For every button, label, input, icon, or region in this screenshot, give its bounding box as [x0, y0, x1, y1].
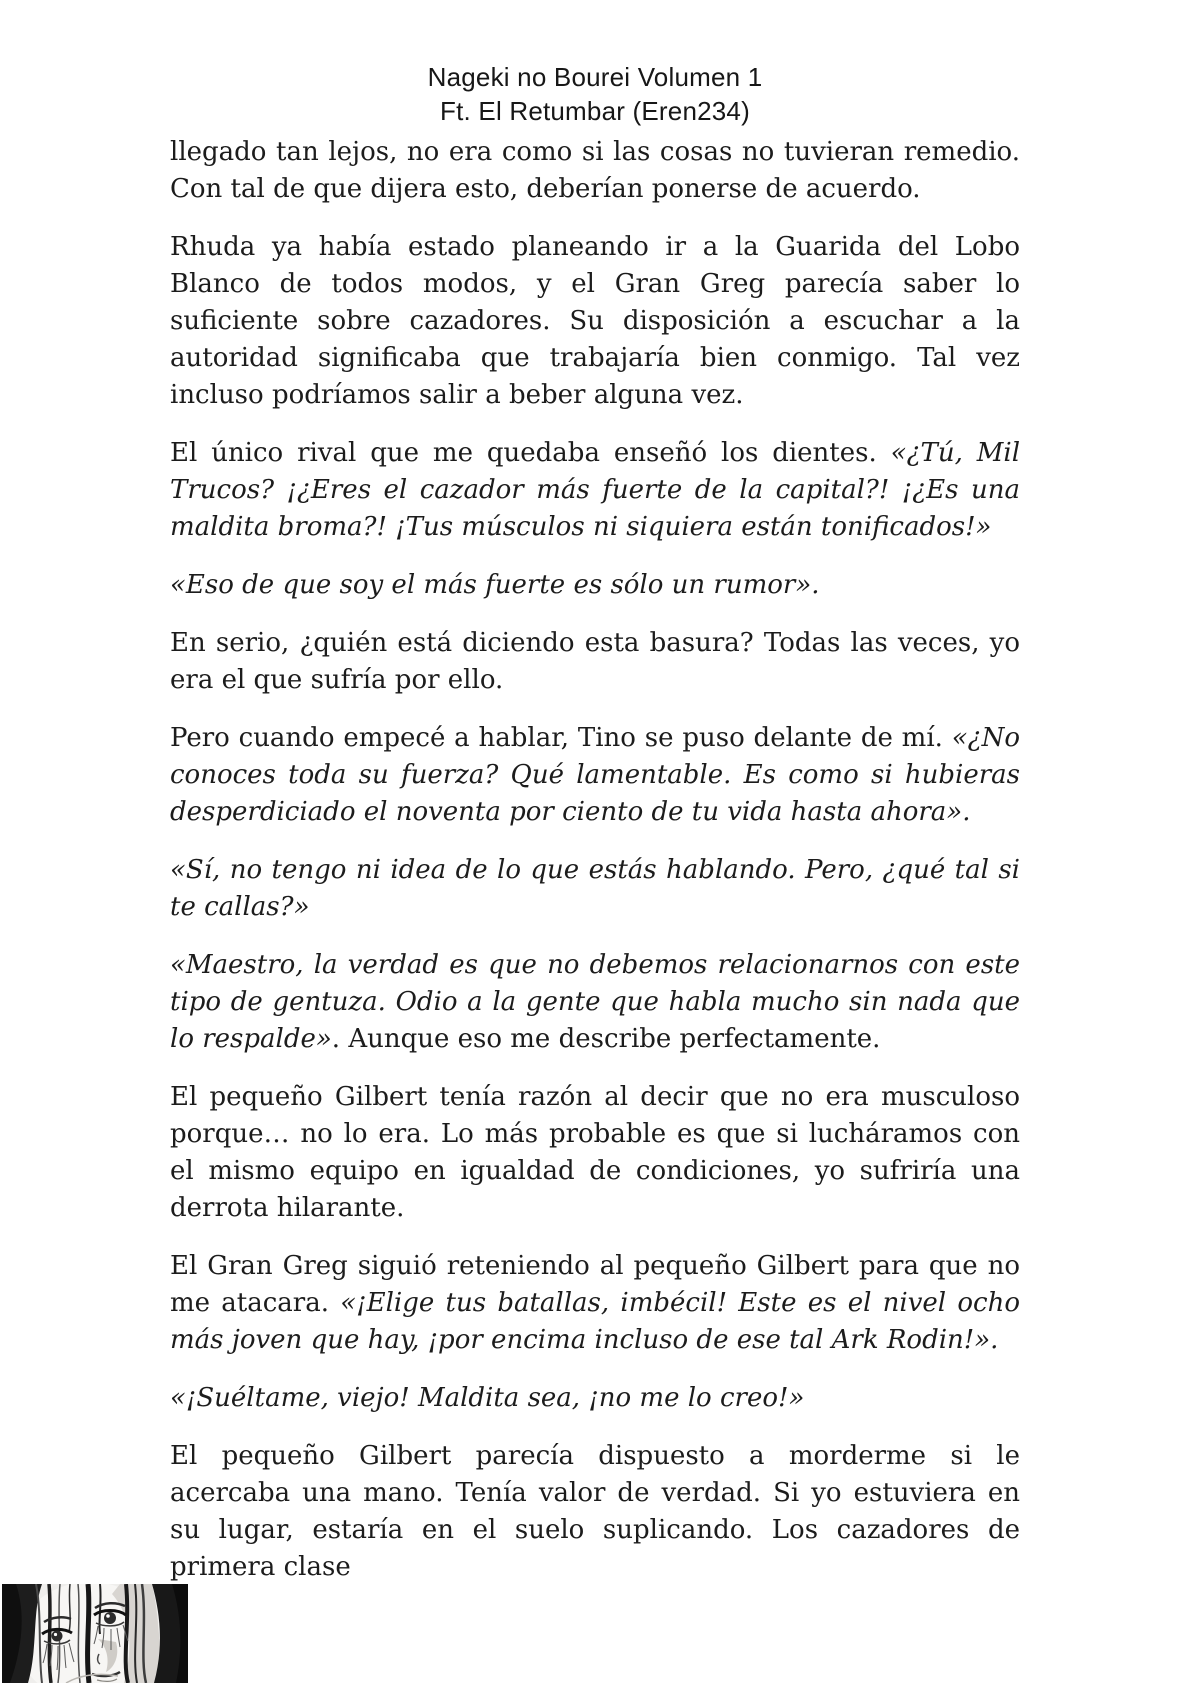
paragraph [170, 1380, 1020, 1417]
paragraph [170, 435, 1020, 546]
dialogue-italic-segment: «Sí, no tengo ni idea de lo que estás hablando. Pero, ¿qué tal si te callas?» [170, 855, 1020, 922]
narration-segment: El pequeño Gilbert tenía razón al decir que no era musculoso porque… no lo era. Lo más probable es que si lucháramos con el mismo equipo en igualdad de condiciones, yo sufriría una derrota hilarante. [170, 1082, 1020, 1223]
narration-segment: llegado tan lejos, no era como si las cosas no tuvieran remedio. Con tal de que dijera esto, deberían ponerse de acuerdo. [170, 137, 1020, 204]
manga-face-image [2, 1584, 188, 1683]
narration-segment: El único rival que me quedaba enseñó los dientes. [170, 438, 891, 468]
narration-segment: El pequeño Gilbert parecía dispuesto a morderme si le acercaba una mano. Tenía valor de verdad. Si yo estuviera en su lugar, estaría en el suelo suplicando. Los cazadores de primera clase [170, 1441, 1020, 1582]
page-subtitle: Ft. El Retumbar (Eren234) [440, 96, 750, 126]
dialogue-italic-segment: «Eso de que soy el más fuerte es sólo un rumor». [170, 570, 820, 600]
page-title: Nageki no Bourei Volumen 1 [427, 62, 763, 92]
narration-segment: El Gran Greg siguió reteniendo al pequeño Gilbert para que no me atacara. [170, 1251, 1020, 1318]
dialogue-italic-segment: «¿No conoces toda su fuerza? Qué lamentable. Es como si hubieras desperdiciado el noventa por ciento de tu vida hasta ahora». [170, 723, 1020, 827]
paragraph [170, 1248, 1020, 1359]
dialogue-italic-segment: «¿Tú, Mil Trucos? ¡¿Eres el cazador más fuerte de la capital?! ¡¿Es una maldita broma?! ¡Tus músculos ni siquiera están tonificados!» [170, 438, 1021, 542]
paragraph [170, 567, 1020, 604]
paragraph [170, 947, 1020, 1058]
narration-segment: En serio, ¿quién está diciendo esta basura? Todas las veces, yo era el que sufría por ello. [170, 628, 1020, 695]
paragraph [170, 134, 1020, 208]
paragraph [170, 720, 1020, 831]
page-header [0, 0, 1190, 128]
dialogue-italic-segment: «Maestro, la verdad es que no debemos relacionarnos con este tipo de gentuza. Odio a la gente que habla mucho sin nada que lo respalde» [170, 950, 1020, 1054]
narration-segment: . Aunque eso me describe perfectamente. [331, 1024, 881, 1054]
dialogue-italic-segment: «¡Elige tus batallas, imbécil! Este es el nivel ocho más joven que hay, ¡por encima incluso de ese tal Ark Rodin!». [170, 1288, 1020, 1355]
paragraph [170, 852, 1020, 926]
paragraph [170, 229, 1020, 414]
narration-segment: Rhuda ya había estado planeando ir a la Guarida del Lobo Blanco de todos modos, y el Gran Greg parecía saber lo suficiente sobre cazadores. Su disposición a escuchar a la autoridad significaba que trabajaría bien conmigo. Tal vez incluso podríamos salir a beber alguna vez. [170, 232, 1020, 410]
paragraph [170, 625, 1020, 699]
paragraph [170, 1438, 1020, 1586]
body-paragraphs [170, 134, 1020, 1586]
narration-segment: Pero cuando empecé a hablar, Tino se puso delante de mí. [170, 723, 952, 753]
dialogue-italic-segment: «¡Suéltame, viejo! Maldita sea, ¡no me lo creo!» [170, 1383, 805, 1413]
paragraph [170, 1079, 1020, 1227]
